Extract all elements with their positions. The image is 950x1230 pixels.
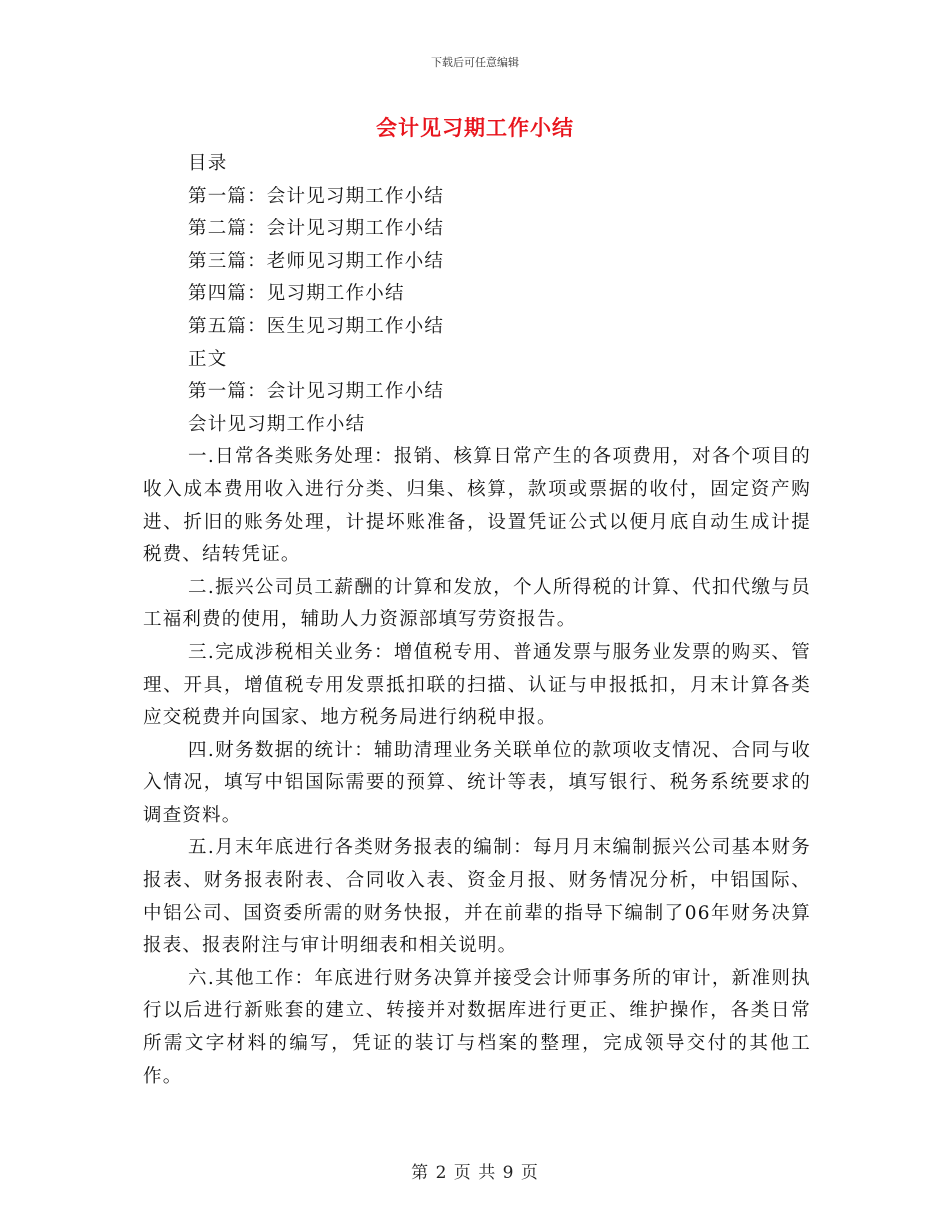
- toc-item: 第一篇：会计见习期工作小结: [188, 185, 445, 207]
- toc-item: 第五篇：医生见习期工作小结: [188, 315, 445, 337]
- header-note: 下载后可任意编辑: [431, 56, 519, 69]
- page-footer: 第 2 页 共 9 页: [411, 1163, 539, 1183]
- toc-item: 第三篇：老师见习期工作小结: [188, 250, 445, 272]
- paragraph: 二.振兴公司员工薪酬的计算和发放，个人所得税的计算、代扣代缴与员工福利费的使用，辅助人力资源部填写劳资报告。: [143, 576, 811, 631]
- paragraph: 三.完成涉税相关业务：增值税专用、普通发票与服务业发票的购买、管理、开具，增值税专用发票抵扣联的扫描、认证与申报抵扣，月末计算各类应交税费并向国家、地方税务局进行纳税申报。: [143, 641, 811, 729]
- paragraph: 四.财务数据的统计：辅助清理业务关联单位的款项收支情况、合同与收入情况，填写中铝国际需要的预算、统计等表，填写银行、税务系统要求的调查资料。: [143, 739, 811, 826]
- toc-item: 第四篇：见习期工作小结: [188, 283, 405, 305]
- section-title: 会计见习期工作小结: [188, 413, 366, 435]
- body-heading: 正文: [188, 348, 228, 370]
- paragraph: 一.日常各类账务处理：报销、核算日常产生的各项费用，对各个项目的收入成本费用收入进行分类、归集、核算，款项或票据的收付，固定资产购进、折旧的账务处理，计提坏账准备，设置凭证公式以便月底自动生成计提税费、结转凭证。: [143, 446, 811, 566]
- toc-item: 第二篇：会计见习期工作小结: [188, 218, 445, 240]
- document-title: 会计见习期工作小结: [376, 115, 574, 140]
- document-body: [143, 148, 811, 1093]
- paragraph: 六.其他工作：年底进行财务决算并接受会计师事务所的审计，新准则执行以后进行新账套的建立、转接并对数据库进行更正、维护操作，各类日常所需文字材料的编写，凭证的装订与档案的整理，完成领导交付的其他工作。: [143, 967, 811, 1087]
- toc-heading: 目录: [188, 153, 228, 174]
- paragraph: 五.月末年底进行各类财务报表的编制：每月月末编制振兴公司基本财务报表、财务报表附表、合同收入表、资金月报、财务情况分析，中铝国际、中铝公司、国资委所需的财务快报，并在前辈的指导下编制了06年财务决算报表、报表附注与审计明细表和相关说明。: [143, 837, 811, 957]
- chapter-title: 第一篇：会计见习期工作小结: [188, 381, 445, 403]
